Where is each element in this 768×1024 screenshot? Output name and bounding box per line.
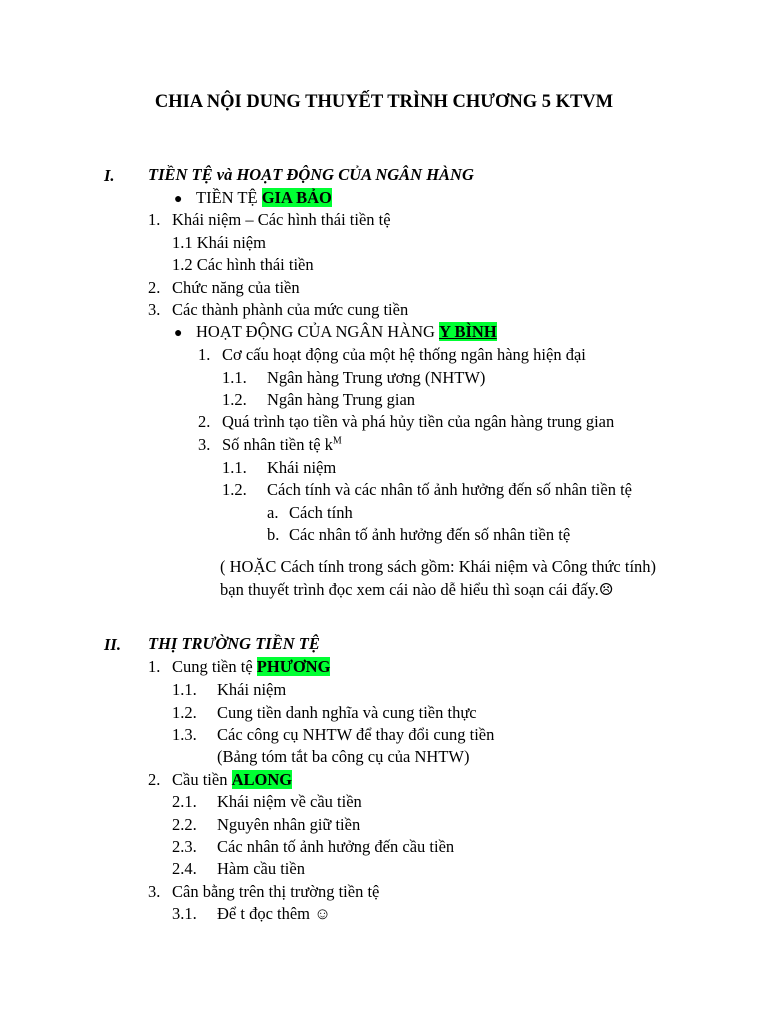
item-number: 2.2.	[172, 815, 197, 834]
section-2-heading-text: THỊ TRƯỜNG TIỀN TỆ	[148, 634, 320, 653]
section-1-heading-text: TIỀN TỆ và HOẠT ĐỘNG CỦA NGÂN HÀNG	[148, 165, 474, 184]
superscript: M	[332, 435, 342, 447]
list-item	[198, 411, 614, 433]
item-text: Cầu tiền	[172, 770, 232, 789]
section-1-heading	[148, 164, 474, 186]
item-text: Khái niệm về cầu tiền	[217, 792, 362, 811]
item-text: Quá trình tạo tiền và phá hủy tiền của ngân hàng trung gian	[222, 412, 615, 431]
item-text: Để t đọc thêm ☺	[217, 904, 331, 923]
assignee-highlight: ALONG	[231, 770, 293, 789]
bullet-dot: ●	[174, 326, 183, 341]
item-text: Số nhân tiền tệ k	[222, 435, 333, 454]
item-text: Khái niệm	[267, 458, 337, 477]
list-subitem	[222, 457, 336, 479]
list-item	[148, 277, 300, 299]
list-subitem	[172, 814, 360, 836]
item-number: 1.3.	[172, 725, 197, 744]
list-subitem	[267, 524, 570, 546]
item-number: 2.	[148, 770, 161, 789]
item-number: 2.3.	[172, 837, 197, 856]
item-number: 1.1.	[172, 680, 197, 699]
list-subitem: 1.2 Các hình thái tiền	[172, 255, 314, 274]
item-text: Ngân hàng Trung ương (NHTW)	[267, 368, 486, 387]
item-number: 3.	[148, 882, 161, 901]
note-paragraph: ( HOẶC Cách tính trong sách gồm: Khái niệm và Công thức tính) bạn thuyết trình đọc xem cái nào dễ hiểu thì soạn cái đấy.☹	[220, 557, 657, 599]
list-item	[148, 299, 408, 321]
item-number: 2.	[198, 412, 211, 431]
item-number: 1.1.	[222, 368, 247, 387]
item-text: Các nhân tố ảnh hưởng đến cầu tiền	[217, 837, 455, 856]
list-item	[148, 656, 330, 678]
list-subitem	[222, 389, 415, 411]
assignee-highlight: Y BÌNH	[439, 322, 497, 341]
item-number: 1.	[148, 210, 161, 229]
item-text: Ngân hàng Trung gian	[267, 390, 416, 409]
section-2-heading	[148, 633, 320, 655]
list-item	[198, 434, 342, 456]
item-text: Nguyên nhân giữ tiền	[217, 815, 361, 834]
section-2-numeral: II.	[104, 635, 121, 654]
item-text: Khái niệm	[217, 680, 287, 699]
item-number: 2.1.	[172, 792, 197, 811]
item-text: Các nhân tố ảnh hưởng đến số nhân tiền tệ	[289, 525, 571, 544]
list-subitem-continuation: (Bảng tóm tắt ba công cụ của NHTW)	[217, 747, 470, 766]
bullet-tien-te	[174, 187, 332, 211]
item-number: 2.	[148, 278, 161, 297]
item-number: 3.	[148, 300, 161, 319]
bullet-label: HOẠT ĐỘNG CỦA NGÂN HÀNG	[196, 322, 440, 341]
item-number: b.	[267, 525, 280, 544]
list-subitem	[172, 858, 305, 880]
list-subitem	[172, 791, 362, 813]
list-subitem	[222, 367, 485, 389]
item-number: 2.4.	[172, 859, 197, 878]
item-number: a.	[267, 503, 279, 522]
item-text: Cung tiền tệ	[172, 657, 257, 676]
list-subitem	[172, 836, 454, 858]
item-text: Cách tính và các nhân tố ảnh hưởng đến số nhân tiền tệ	[267, 480, 632, 499]
list-subitem	[172, 679, 286, 701]
item-number: 1.	[198, 345, 211, 364]
item-number: 1.1.	[222, 458, 247, 477]
item-number: 3.1.	[172, 904, 197, 923]
item-number: 1.2.	[222, 480, 247, 499]
item-number: 1.2.	[222, 390, 247, 409]
list-subitem	[222, 479, 632, 501]
item-text: Cung tiền danh nghĩa và cung tiền thực	[217, 703, 477, 722]
item-text: Khái niệm – Các hình thái tiền tệ	[172, 210, 391, 229]
item-number: 1.2.	[172, 703, 197, 722]
list-subitem	[267, 502, 353, 524]
item-text: Cách tính	[289, 503, 353, 522]
list-subitem	[172, 903, 331, 925]
section-1-numeral: I.	[104, 166, 115, 185]
assignee-highlight: PHƯƠNG	[256, 657, 331, 676]
item-number: 1.	[148, 657, 161, 676]
list-item	[198, 344, 586, 366]
bullet-label: TIỀN TỆ	[196, 188, 262, 207]
bullet-hoat-dong	[174, 321, 497, 345]
item-text: Các công cụ NHTW để thay đổi cung tiền	[217, 725, 495, 744]
item-text: Các thành phành của mức cung tiền	[172, 300, 409, 319]
item-text: Chức năng của tiền	[172, 278, 300, 297]
assignee-highlight: GIA BẢO	[261, 188, 332, 207]
item-number: 3.	[198, 435, 211, 454]
list-item	[148, 769, 292, 791]
list-item	[148, 881, 379, 903]
bullet-dot: ●	[174, 192, 183, 207]
list-item	[148, 209, 391, 231]
list-subitem	[172, 702, 477, 724]
item-text: Cơ cấu hoạt động của một hệ thống ngân hàng hiện đại	[222, 345, 586, 364]
item-text: Hàm cầu tiền	[217, 859, 305, 878]
list-subitem	[172, 724, 494, 746]
list-subitem: 1.1 Khái niệm	[172, 233, 266, 252]
item-text: Cân bằng trên thị trường tiền tệ	[172, 882, 380, 901]
document-title: CHIA NỘI DUNG THUYẾT TRÌNH CHƯƠNG 5 KTVM	[154, 92, 614, 112]
